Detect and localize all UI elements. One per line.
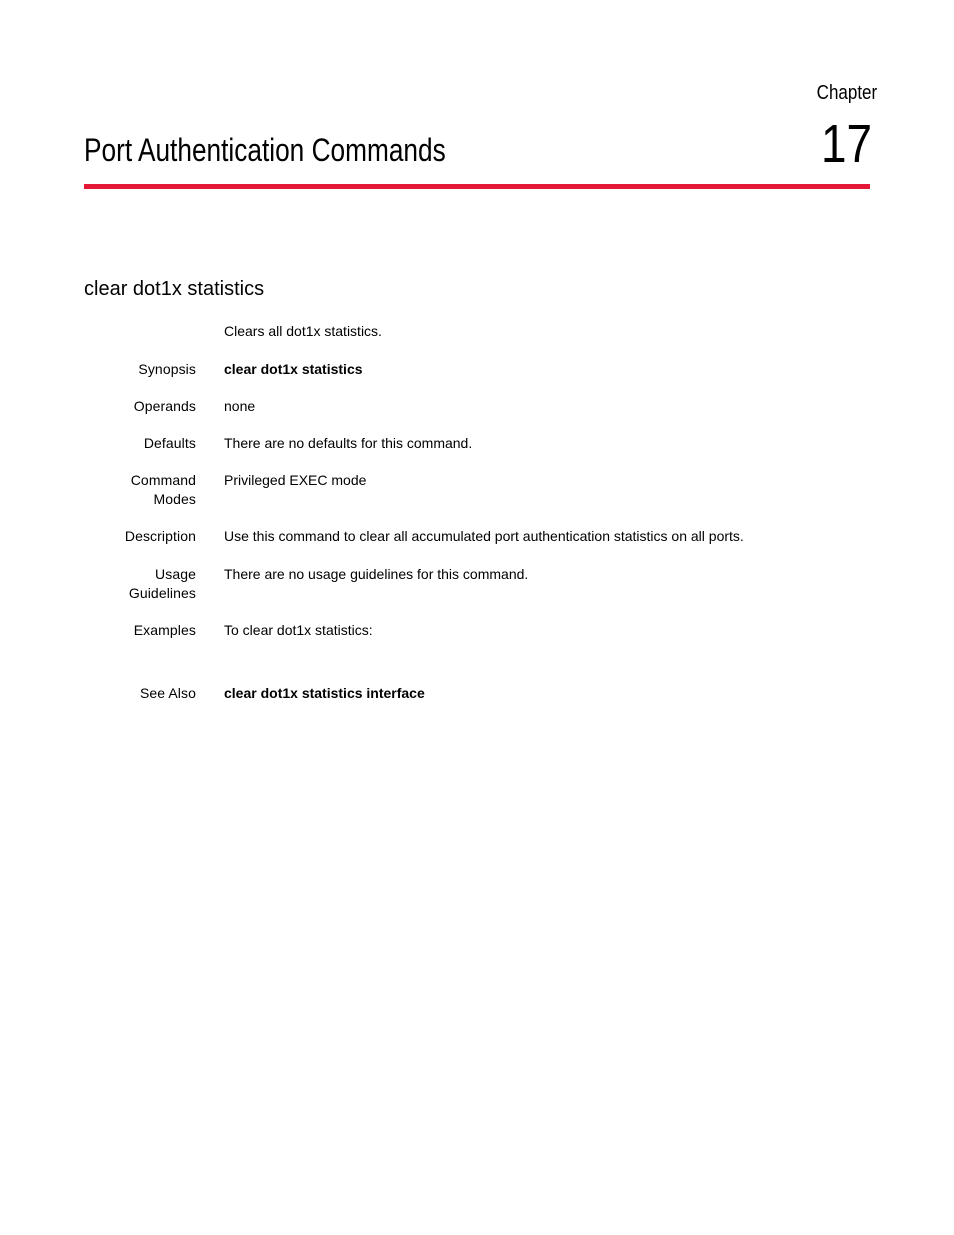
row-label bbox=[84, 684, 196, 703]
chapter-label: Chapter bbox=[816, 82, 877, 104]
row-value: There are no defaults for this command. bbox=[224, 435, 473, 451]
row-label bbox=[84, 527, 196, 546]
row-value: Use this command to clear all accumulated port authentication statistics on all ports. bbox=[224, 528, 744, 544]
row-label bbox=[84, 397, 196, 416]
row-label bbox=[84, 471, 196, 509]
row-value: clear dot1x statistics bbox=[224, 361, 363, 377]
chapter-title: Port Authentication Commands bbox=[84, 132, 446, 168]
row-label-line: Description bbox=[124, 528, 196, 544]
row-label-line: See Also bbox=[139, 685, 196, 701]
row-label-line: Command bbox=[130, 472, 196, 488]
chapter-number: 17 bbox=[820, 114, 872, 174]
row-value: To clear dot1x statistics: bbox=[224, 622, 373, 638]
title-rule bbox=[84, 184, 870, 189]
row-label-line: Defaults bbox=[143, 435, 196, 451]
section-heading: clear dot1x statistics bbox=[84, 278, 265, 300]
row-value: none bbox=[224, 398, 256, 414]
row-label bbox=[84, 565, 196, 603]
section-intro: Clears all dot1x statistics. bbox=[224, 323, 382, 339]
row-label bbox=[84, 360, 196, 379]
see-also-link[interactable]: clear dot1x statistics interface bbox=[224, 685, 425, 701]
row-label-line: Modes bbox=[153, 491, 196, 507]
row-label-line: Usage bbox=[155, 566, 196, 582]
row-label-line: Guidelines bbox=[128, 585, 196, 601]
row-label bbox=[84, 434, 196, 453]
row-value: Privileged EXEC mode bbox=[224, 472, 367, 488]
row-label-line: Examples bbox=[133, 622, 196, 638]
row-label-line: Synopsis bbox=[138, 361, 196, 377]
row-label bbox=[84, 621, 196, 640]
row-value: There are no usage guidelines for this command. bbox=[224, 566, 529, 582]
row-label-line: Operands bbox=[133, 398, 196, 414]
